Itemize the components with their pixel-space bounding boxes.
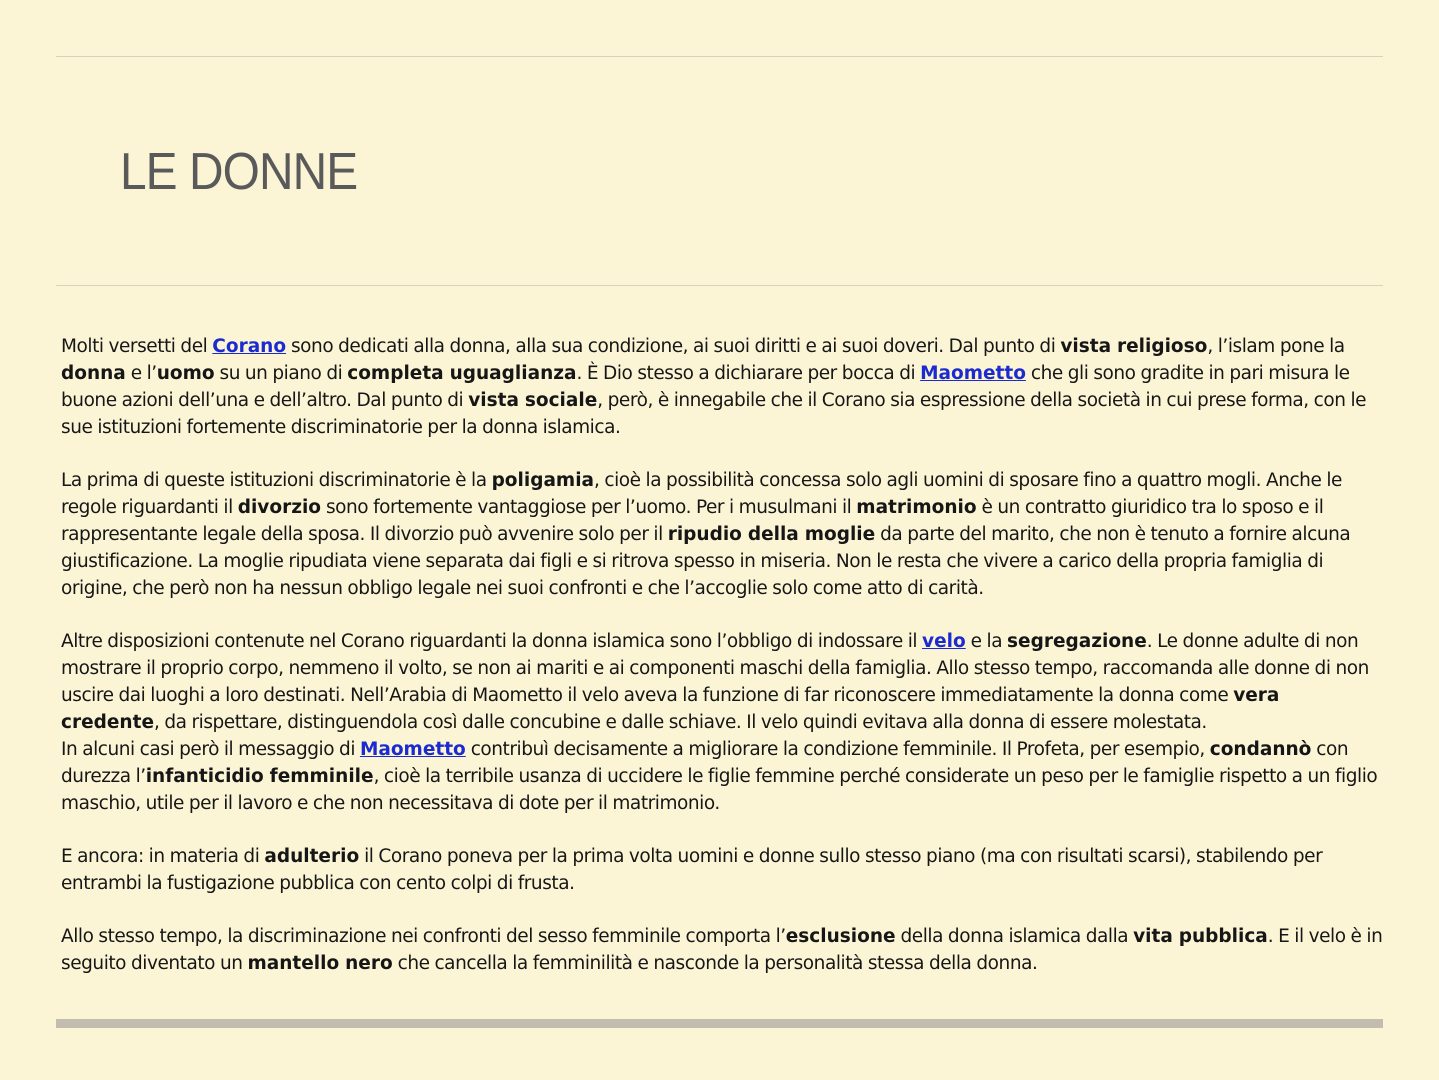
link-velo[interactable]: velo	[922, 631, 966, 652]
paragraph-3: Altre disposizioni contenute nel Corano riguardanti la donna islamica sono l’obbligo di indossare il velo e la segregazione. Le donne adulte di non mostrare il proprio corpo, nemmeno il volto, se non ai mariti e ai componenti maschi della famiglia. Allo stesso tempo, raccomanda alle donne di non uscire dai luoghi a loro destinati. Nell’Arabia di Maometto il velo aveva la funzione di far riconoscere immediatamente la donna come vera credente, da rispettare, distinguendola così dalle concubine e dalle schiave. Il velo quindi evitava alla donna di essere molestata. In alcuni casi però il messaggio di Maometto contribuì decisamente a migliorare la condizione femminile. Il Profeta, per esempio, condannò con durezza l’infanticidio femminile, cioè la terribile usanza di uccidere le figlie femmine perché considerate un peso per le famiglie rispetto a un figlio maschio, utile per il lavoro e che non necessitava di dote per il matrimonio.	[61, 631, 1378, 814]
link-maometto-2[interactable]: Maometto	[359, 739, 466, 760]
bottom-divider	[56, 1019, 1383, 1028]
top-divider	[56, 56, 1383, 57]
paragraph-2: La prima di queste istituzioni discriminatorie è la poligamia, cioè la possibilità concessa solo agli uomini di sposare fino a quattro mogli. Anche le regole riguardanti il divorzio sono fortemente vantaggiose per l’uomo. Per i musulmani il matrimonio è un contratto giuridico tra lo sposo e il rappresentante legale della sposa. Il divorzio può avvenire solo per il ripudio della moglie da parte del marito, che non è tenuto a fornire alcuna giustificazione. La moglie ripudiata viene separata dai figli e si ritrova spesso in miseria. Non le resta che vivere a carico della propria famiglia di origine, che però non ha nessun obbligo legale nei suoi confronti e che l’accoglie solo come atto di carità.	[61, 470, 1351, 599]
paragraph-5: Allo stesso tempo, la discriminazione nei confronti del sesso femminile comporta l’esclusione della donna islamica dalla vita pubblica. E il velo è in seguito diventato un mantello nero che cancella la femminilità e nasconde la personalità stessa della donna.	[61, 926, 1383, 974]
link-corano[interactable]: Corano	[212, 336, 287, 357]
page-title: LE DONNE	[120, 143, 358, 201]
paragraph-4: E ancora: in materia di adulterio il Corano poneva per la prima volta uomini e donne sullo stesso piano (ma con risultati scarsi), stabilendo per entrambi la fustigazione pubblica con cento colpi di frusta.	[61, 846, 1323, 894]
paragraph-1: Molti versetti del Corano sono dedicati alla donna, alla sua condizione, ai suoi diritti e ai suoi doveri. Dal punto di vista religioso, l’islam pone la donna e l’uomo su un piano di completa uguaglianza. È Dio stesso a dichiarare per bocca di Maometto che gli sono gradite in pari misura le buone azioni dell’una e dell’altro. Dal punto di vista sociale, però, è innegabile che il Corano sia espressione della società in cui prese forma, con le sue istituzioni fortemente discriminatorie per la donna islamica.	[61, 336, 1367, 438]
body-text	[61, 333, 1383, 1003]
link-maometto[interactable]: Maometto	[920, 363, 1026, 384]
title-divider	[56, 285, 1383, 286]
